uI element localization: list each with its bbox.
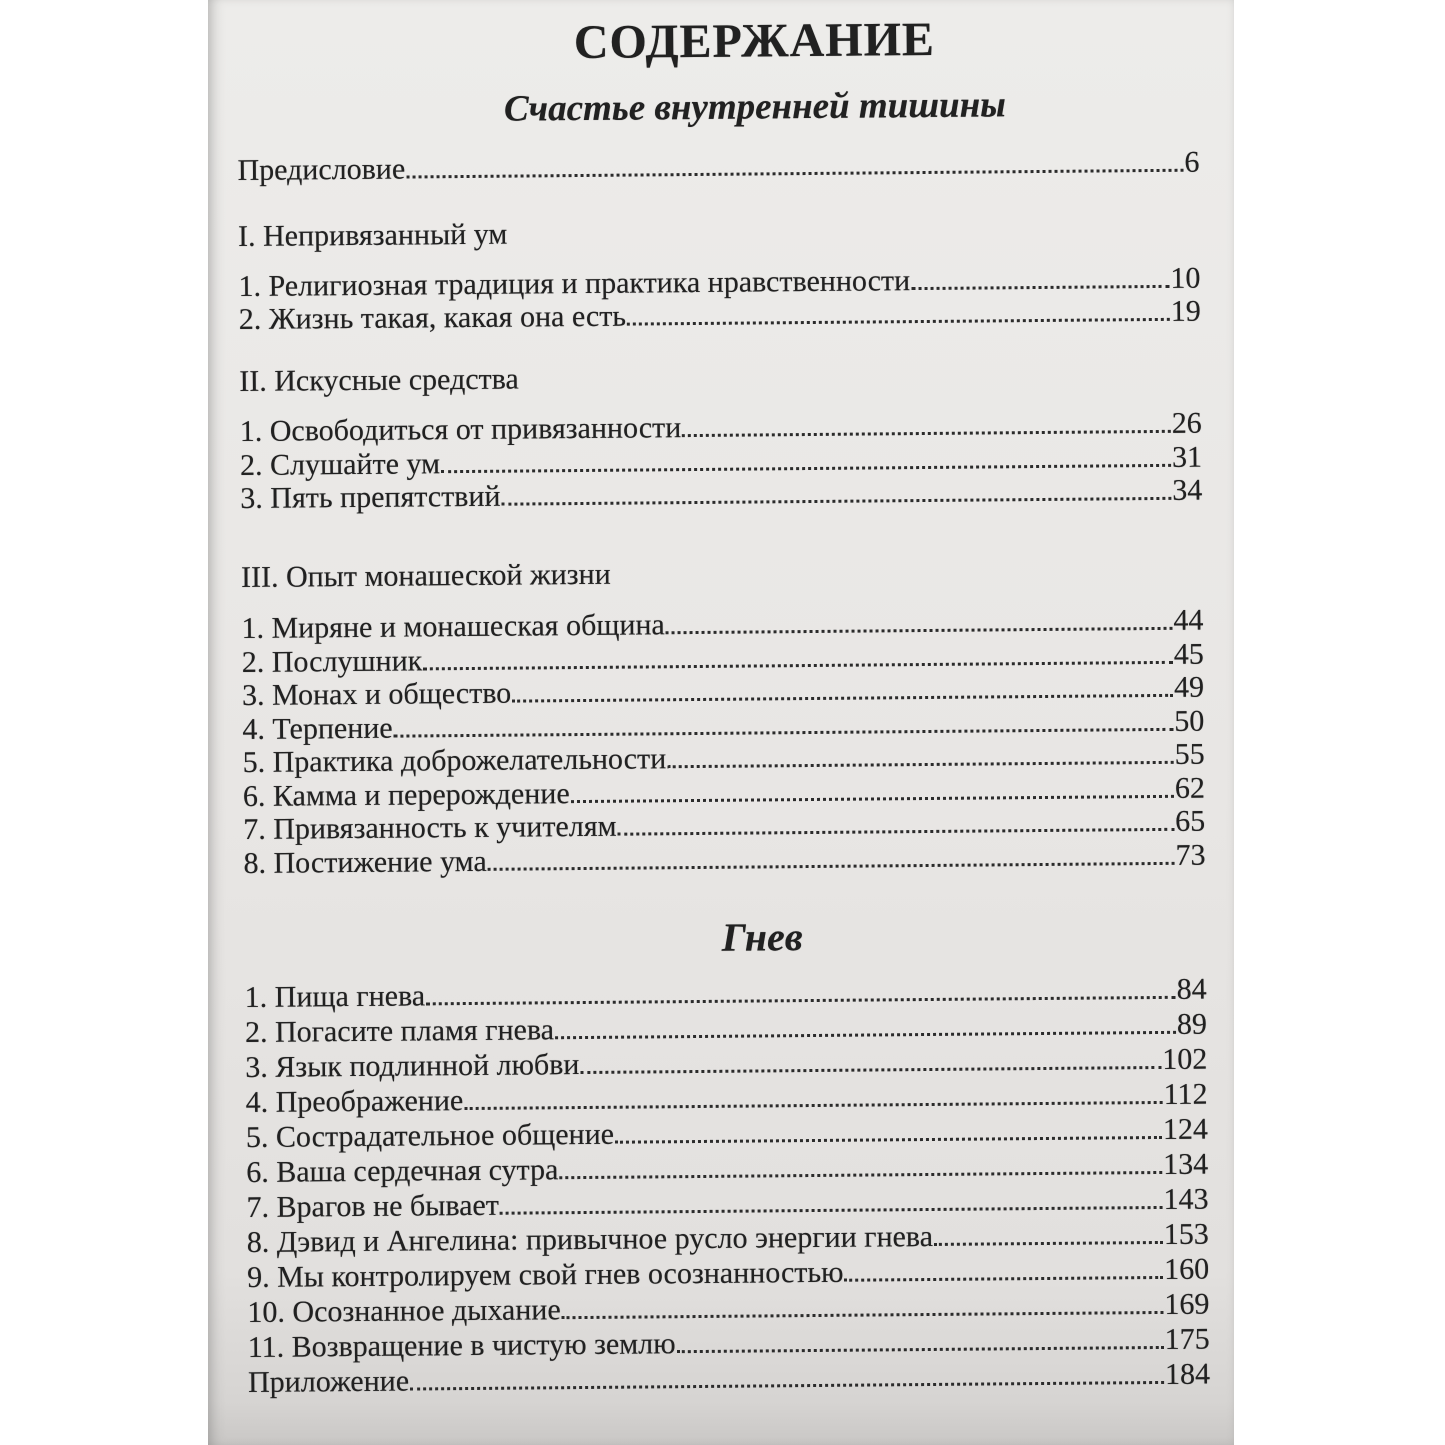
dot-leader [618, 828, 1175, 836]
dot-leader [464, 1101, 1162, 1110]
entry-label: 3. Монах и общество [241, 676, 512, 713]
entry-label: 6. Камма и перерождение [242, 776, 570, 813]
dot-leader [555, 1031, 1176, 1039]
scanned-book-page [208, 0, 1234, 1445]
dot-leader [423, 661, 1173, 671]
entry-page-number: 124 [1162, 1112, 1209, 1147]
entry-label: 1. Религиозная традиция и практика нравственности [238, 263, 911, 303]
entry-label: 3. Пять препятствий [240, 479, 501, 516]
entry-label: 2. Жизнь такая, какая она есть [238, 299, 627, 337]
dot-leader [441, 464, 1171, 473]
dot-leader [410, 1381, 1164, 1391]
entry-page-number: 55 [1174, 737, 1205, 772]
entry-page-number: 73 [1175, 838, 1206, 872]
entry-label: 6. Ваша сердечная сутра [246, 1153, 559, 1190]
dot-leader [911, 285, 1169, 290]
entry-label: 3. Язык подлинной любви [245, 1048, 580, 1085]
part-3-items [241, 604, 1205, 880]
entry-page-number: 169 [1164, 1287, 1210, 1322]
entry-label: 4. Преображение [245, 1084, 464, 1120]
dot-leader [666, 627, 1173, 634]
entry-label: 4. Терпение [242, 711, 393, 746]
part-heading-3: III. Опыт монашеской жизни [240, 557, 611, 594]
entry-page-number: 49 [1173, 670, 1205, 705]
entry-page-number: 184 [1164, 1357, 1211, 1392]
entry-page-number: 160 [1163, 1252, 1210, 1287]
entry-page-number: 153 [1163, 1217, 1209, 1252]
dot-leader [667, 761, 1173, 768]
dot-leader [406, 168, 1183, 178]
toc-content [236, 0, 1210, 1400]
page-title: СОДЕРЖАНИЕ [573, 12, 936, 70]
toc-entry [239, 295, 1201, 337]
dot-leader [627, 318, 1170, 326]
entry-page-number: 62 [1174, 771, 1206, 805]
entry-label: 2. Послушник [241, 644, 423, 679]
entry-page-number: 175 [1164, 1322, 1210, 1357]
entry-label: 7. Привязанность к учителям [243, 809, 617, 847]
dot-leader [502, 497, 1172, 506]
entry-label: 5. Сострадательное общение [245, 1117, 615, 1155]
part-heading-anger: Гнев [721, 914, 803, 960]
entry-label: 11. Возвращение в чистую землю [247, 1327, 676, 1365]
toc-entry-preface [237, 145, 1199, 187]
entry-page-number: 31 [1171, 440, 1203, 474]
entry-page-number: 44 [1173, 603, 1204, 638]
entry-page-number: 89 [1176, 1007, 1208, 1042]
dot-leader [426, 996, 1176, 1006]
dot-leader [562, 1311, 1164, 1319]
dot-leader [512, 694, 1173, 703]
entry-label: 8. Постижение ума [243, 844, 487, 880]
dot-leader [559, 1171, 1162, 1179]
entry-label: 10. Осознанное дыхание [247, 1293, 561, 1330]
entry-page-number: 34 [1172, 473, 1203, 508]
entry-label: 1. Освободиться от привязанности [239, 411, 682, 449]
entry-page-number: 10 [1170, 261, 1201, 295]
entry-page-number: 26 [1171, 406, 1202, 441]
entry-page-number: 19 [1170, 294, 1201, 329]
entry-label: 2. Слушайте ум [239, 446, 441, 482]
entry-label: 1. Миряне и монашеская община [241, 608, 665, 646]
entry-page-number: 6 [1184, 145, 1200, 179]
entry-label: 9. Мы контролируем свой гнев осознанностью [247, 1255, 844, 1295]
dot-leader [571, 795, 1174, 803]
entry-label: 8. Дэвид и Ангелина: привычное русло энергии гнева [246, 1220, 934, 1260]
dot-leader [500, 1206, 1163, 1215]
toc-entry [240, 474, 1202, 516]
dot-leader [488, 862, 1175, 871]
entry-label: 5. Практика доброжелательности [242, 742, 667, 780]
dot-leader [845, 1276, 1164, 1282]
book-section-subtitle: Счастье внутренней тишины [503, 84, 1007, 130]
dot-leader [934, 1241, 1163, 1246]
entry-label: Предисловие [237, 152, 406, 187]
dot-leader [677, 1346, 1164, 1353]
dot-leader [615, 1136, 1162, 1144]
part-2-items [240, 407, 1203, 516]
entry-page-number: 112 [1163, 1077, 1208, 1112]
dot-leader [580, 1066, 1161, 1074]
entry-page-number: 65 [1175, 804, 1206, 839]
dot-leader [394, 728, 1174, 738]
part-heading-2: II. Искусные средства [239, 362, 519, 398]
entry-page-number: 50 [1174, 704, 1205, 738]
anger-items [245, 972, 1211, 1400]
dot-leader [682, 430, 1171, 437]
entry-label: 2. Погасите пламя гнева [244, 1013, 555, 1050]
entry-label: Приложение [247, 1364, 410, 1400]
part-1-items [238, 261, 1201, 336]
entry-page-number: 134 [1163, 1147, 1209, 1182]
part-heading-1: I. Непривязанный ум [237, 217, 508, 254]
entry-label: 1. Пища гнева [244, 979, 426, 1015]
toc-entry-appendix [248, 1357, 1210, 1400]
entry-page-number: 143 [1163, 1182, 1209, 1217]
entry-page-number: 45 [1173, 637, 1204, 671]
entry-page-number: 102 [1162, 1042, 1208, 1077]
entry-page-number: 84 [1176, 972, 1207, 1007]
entry-label: 7. Врагов не бывает [246, 1188, 500, 1225]
toc-entry [243, 838, 1205, 880]
